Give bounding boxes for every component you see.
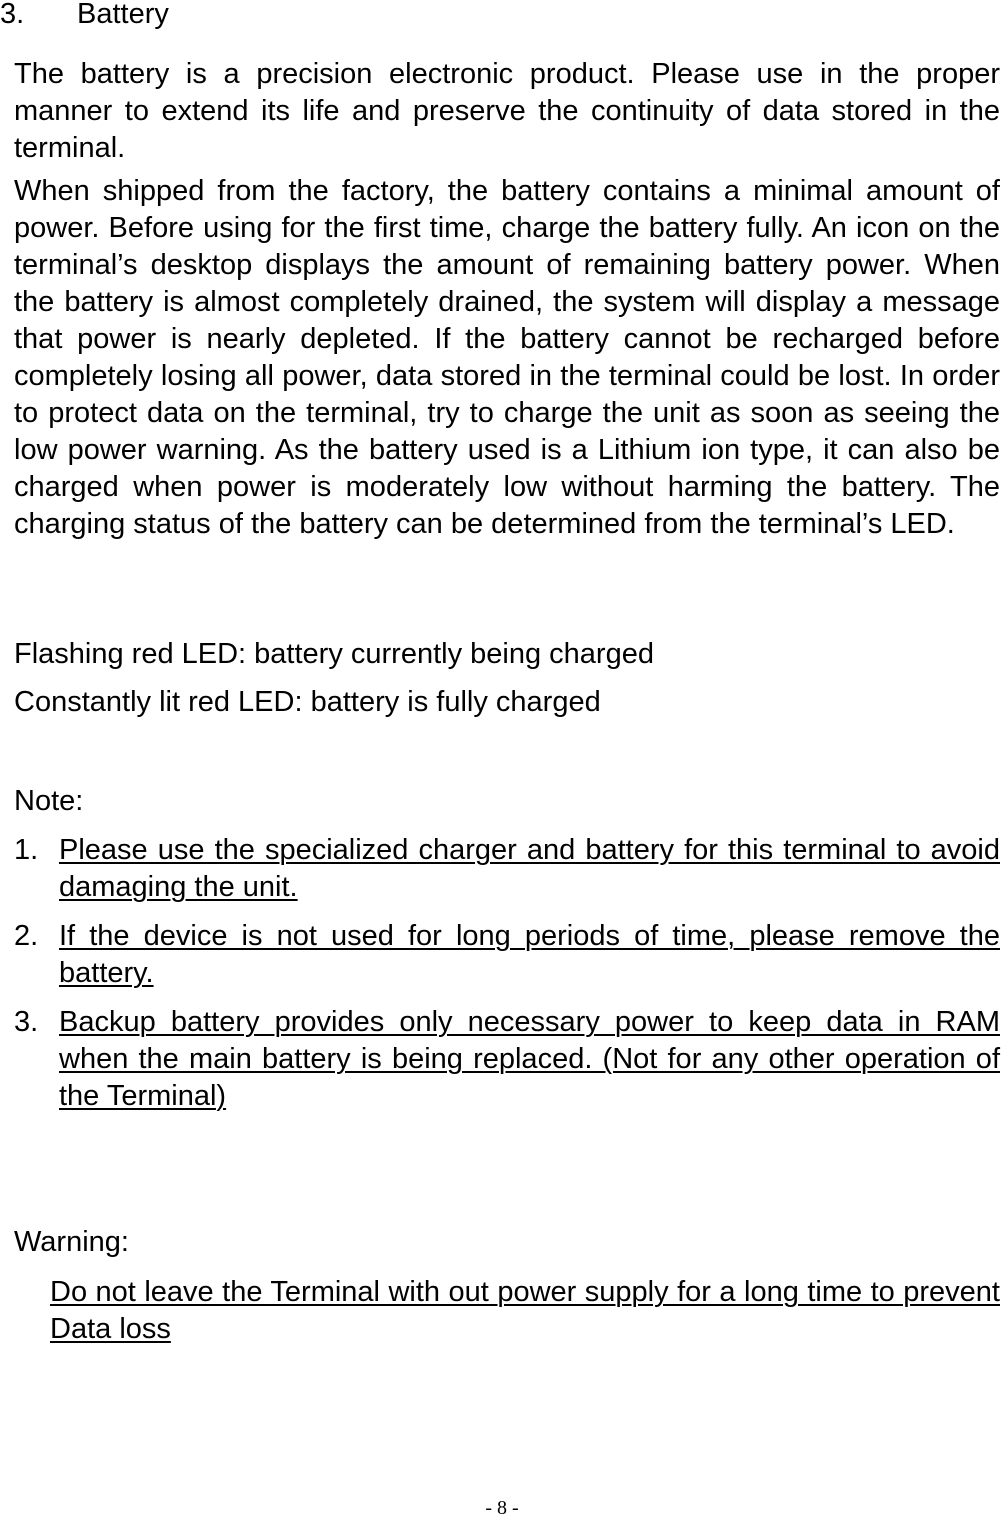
section-heading: [0, 0, 169, 33]
note-item-number: 3.: [14, 1006, 39, 1038]
note-item-number: 1.: [14, 834, 39, 866]
section-title: Battery: [77, 0, 169, 30]
warning-text: Do not leave the Terminal with out power supply for a long time to prevent Data loss: [50, 1276, 1000, 1345]
section-number: 3.: [0, 0, 25, 30]
note-item-text: If the device is not used for long periods of time, please remove the battery.: [59, 920, 1000, 989]
led-status-flashing: Flashing red LED: battery currently being charged: [14, 638, 654, 670]
page-number: - 8 -: [485, 1497, 519, 1519]
intro-paragraph: The battery is a precision electronic product. Please use in the proper manner to extend its life and preserve the continuity of data stored in the terminal.: [14, 58, 1000, 164]
warning-heading: Warning:: [14, 1226, 129, 1258]
note-heading: Note:: [14, 785, 84, 817]
charging-paragraph: When shipped from the factory, the battery contains a minimal amount of power. Before using for the first time, charge the battery fully. An icon on the terminal’s desktop displays the amount of remaining battery power. When the battery is almost completely drained, the system will display a message that power is nearly depleted. If the battery cannot be recharged before completely losing all power, data stored in the terminal could be lost. In order to protect data on the terminal, try to charge the unit as soon as seeing the low power warning. As the battery used is a Lithium ion type, it can also be charged when power is moderately low without harming the battery. The charging status of the battery can be determined from the terminal’s LED.: [14, 175, 1000, 540]
led-status-constant: Constantly lit red LED: battery is fully charged: [14, 686, 601, 718]
note-item-text: Please use the specialized charger and battery for this terminal to avoid damaging the unit.: [59, 834, 1000, 903]
note-item-number: 2.: [14, 920, 39, 952]
note-item-text: Backup battery provides only necessary power to keep data in RAM when the main battery is being replaced. (Not for any other operation of the Terminal): [59, 1006, 1000, 1112]
